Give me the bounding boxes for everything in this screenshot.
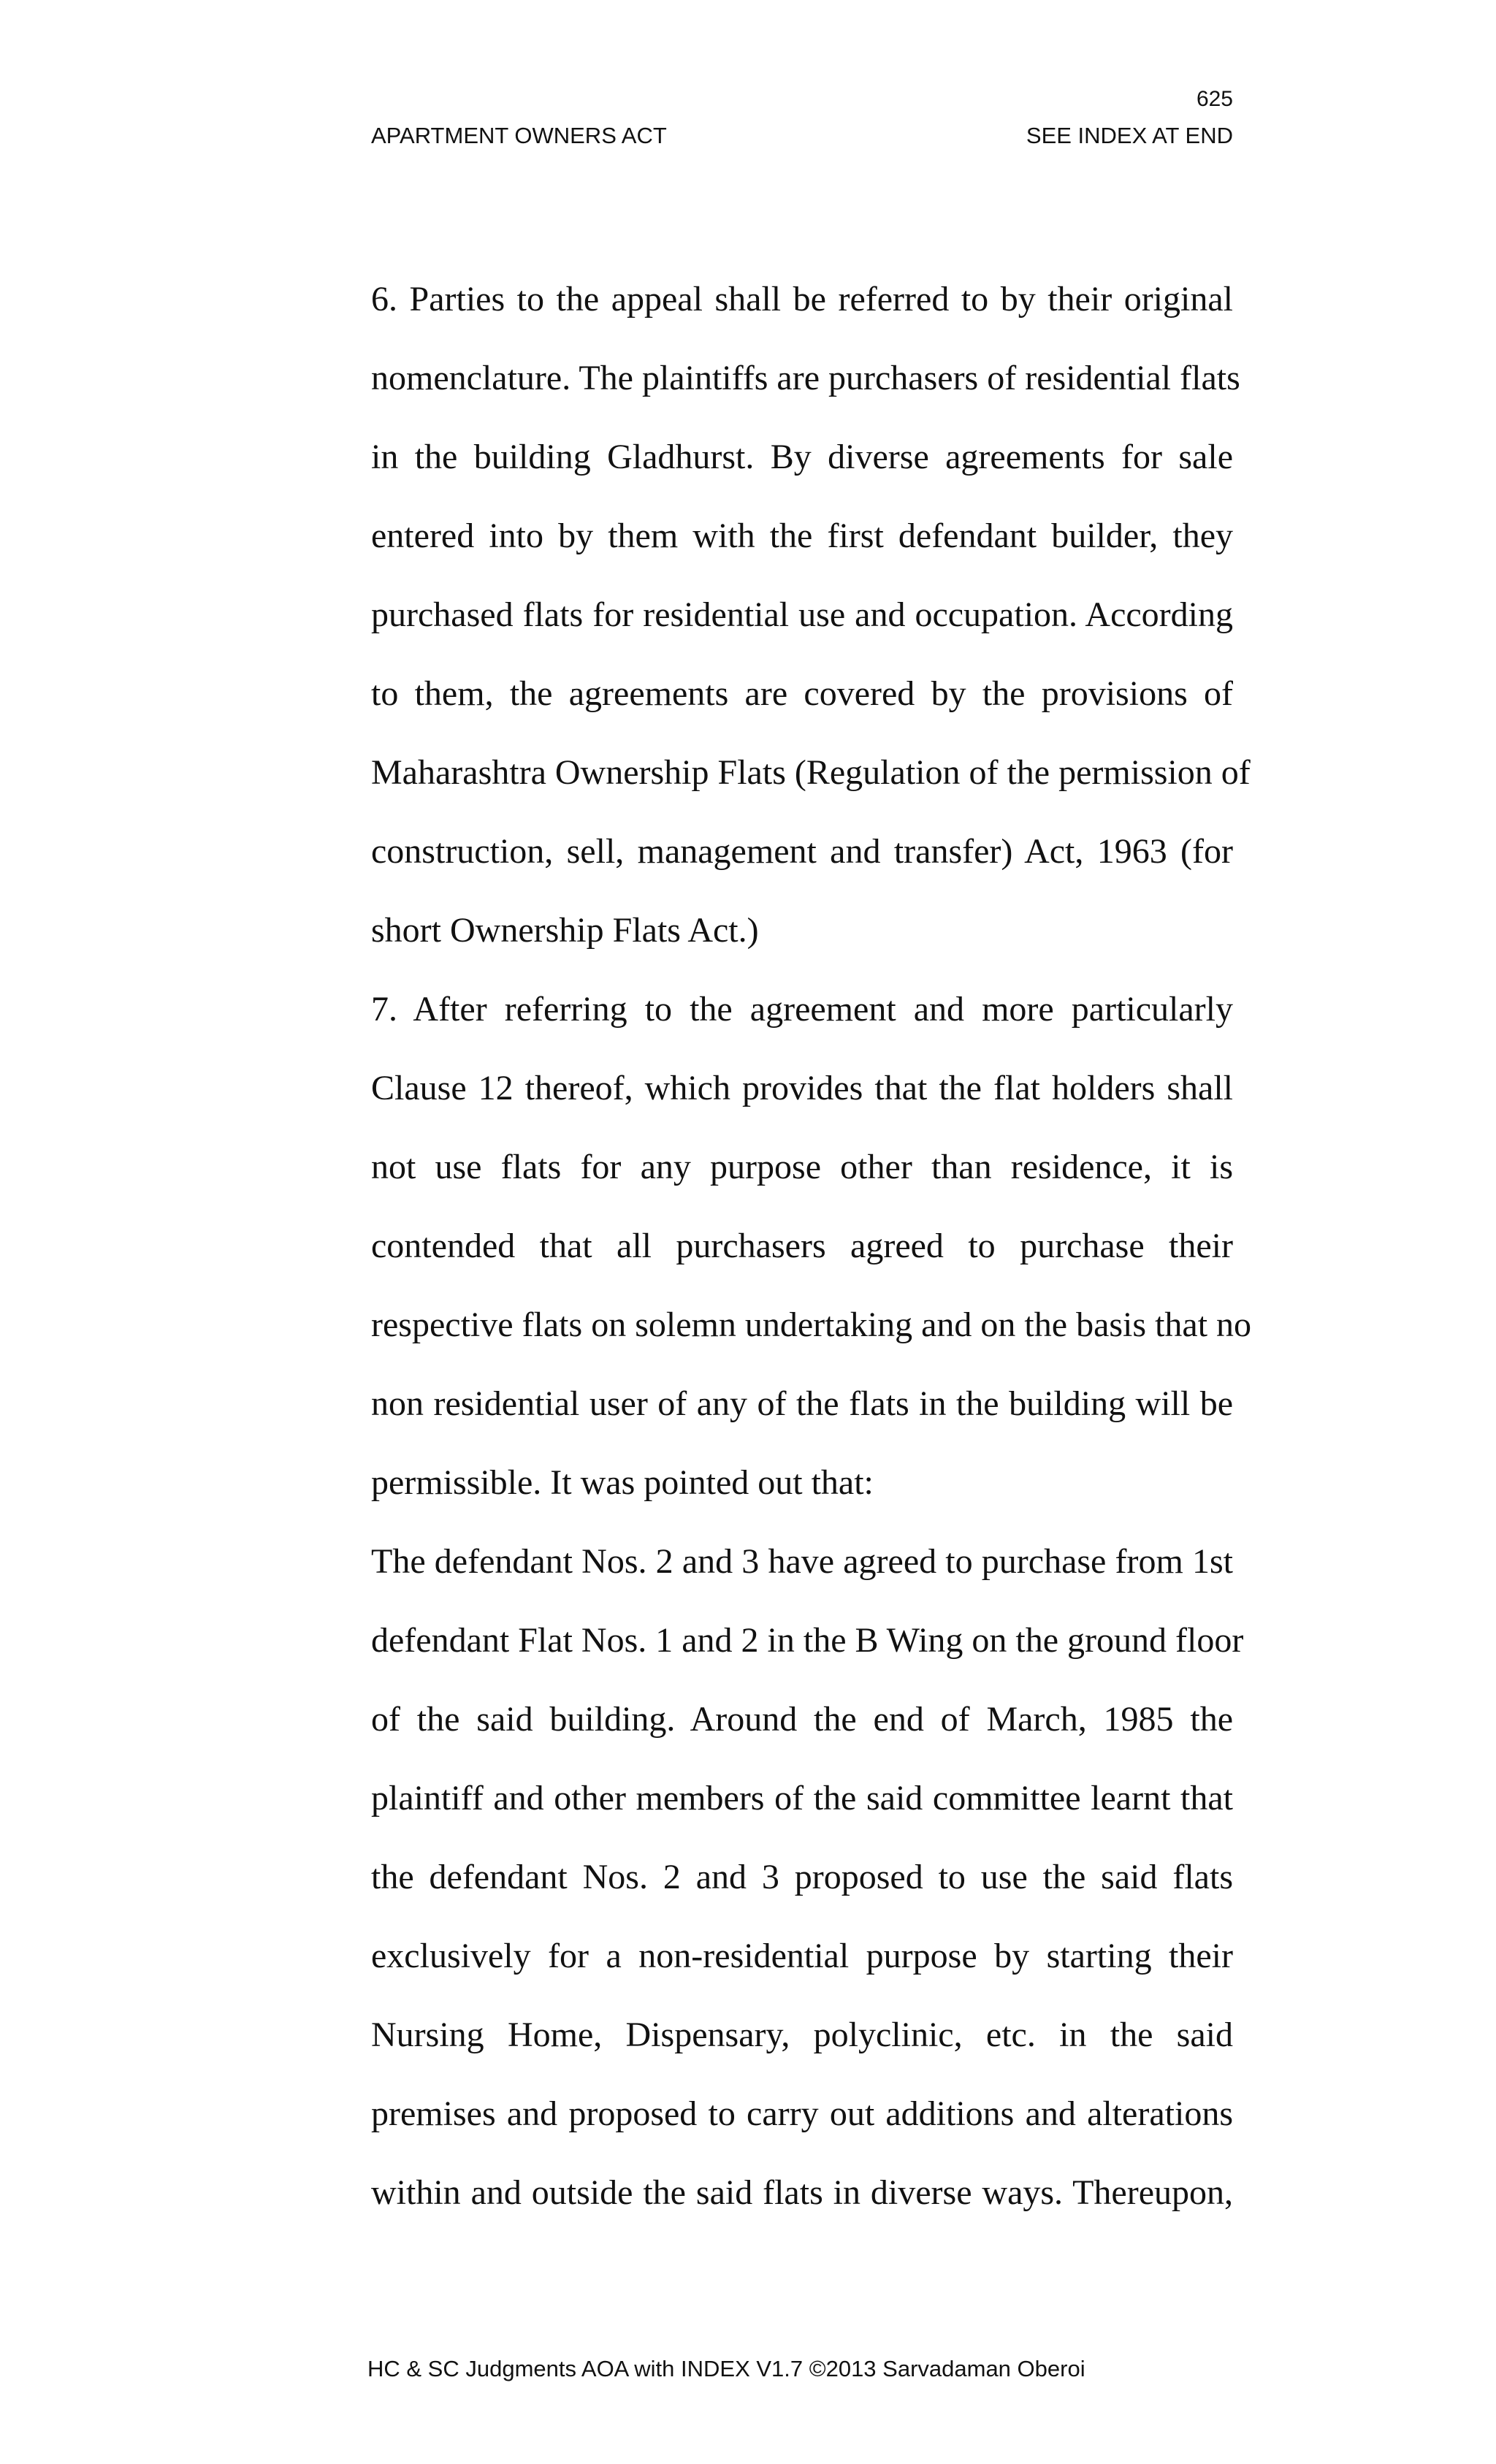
text-line: respective flats on solemn undertaking and on the basis that no	[371, 1305, 1252, 1344]
text-line: nomenclature. The plaintiffs are purchasers of residential flats	[371, 359, 1240, 397]
text-line: purchased flats for residential use and occupation. According	[371, 595, 1233, 634]
text-line: Nursing Home, Dispensary, polyclinic, etc. in the said	[371, 2015, 1233, 2054]
page-number: 625	[1196, 87, 1233, 111]
text-line: defendant Flat Nos. 1 and 2 in the B Wing on the ground floor	[371, 1621, 1244, 1660]
text-line: premises and proposed to carry out additions and alterations	[371, 2094, 1233, 2133]
text-line: The defendant Nos. 2 and 3 have agreed to purchase from 1st	[371, 1542, 1233, 1581]
running-header-right: SEE INDEX AT END	[1026, 123, 1233, 148]
text-line: plaintiff and other members of the said committee learnt that	[371, 1779, 1233, 1818]
body-text	[371, 260, 1252, 2232]
footer-text: HC & SC Judgments AOA with INDEX V1.7 ©2013 Sarvadaman Oberoi	[367, 2356, 1085, 2381]
text-line: Maharashtra Ownership Flats (Regulation of the permission of	[371, 753, 1251, 792]
text-line: permissible. It was pointed out that:	[371, 1463, 874, 1502]
text-line: the defendant Nos. 2 and 3 proposed to use the said flats	[371, 1858, 1233, 1896]
text-line: 6. Parties to the appeal shall be referred to by their original	[371, 280, 1233, 319]
text-line: entered into by them with the first defendant builder, they	[371, 516, 1233, 555]
text-line: non residential user of any of the flats in the building will be	[371, 1384, 1233, 1423]
text-line: not use flats for any purpose other than residence, it is	[371, 1148, 1233, 1186]
text-line: 7. After referring to the agreement and more particularly	[371, 990, 1233, 1029]
text-line: contended that all purchasers agreed to purchase their	[371, 1227, 1233, 1265]
text-line: to them, the agreements are covered by the provisions of	[371, 674, 1233, 713]
text-line: within and outside the said flats in diverse ways. Thereupon,	[371, 2173, 1233, 2212]
text-line: short Ownership Flats Act.)	[371, 911, 759, 950]
text-line: in the building Gladhurst. By diverse agreements for sale	[371, 438, 1233, 476]
running-header-left: APARTMENT OWNERS ACT	[371, 123, 667, 148]
text-line: Clause 12 thereof, which provides that the flat holders shall	[371, 1069, 1233, 1107]
text-line: construction, sell, management and transfer) Act, 1963 (for	[371, 832, 1233, 871]
text-line: of the said building. Around the end of March, 1985 the	[371, 1700, 1233, 1739]
text-line: exclusively for a non-residential purpose by starting their	[371, 1937, 1233, 1975]
